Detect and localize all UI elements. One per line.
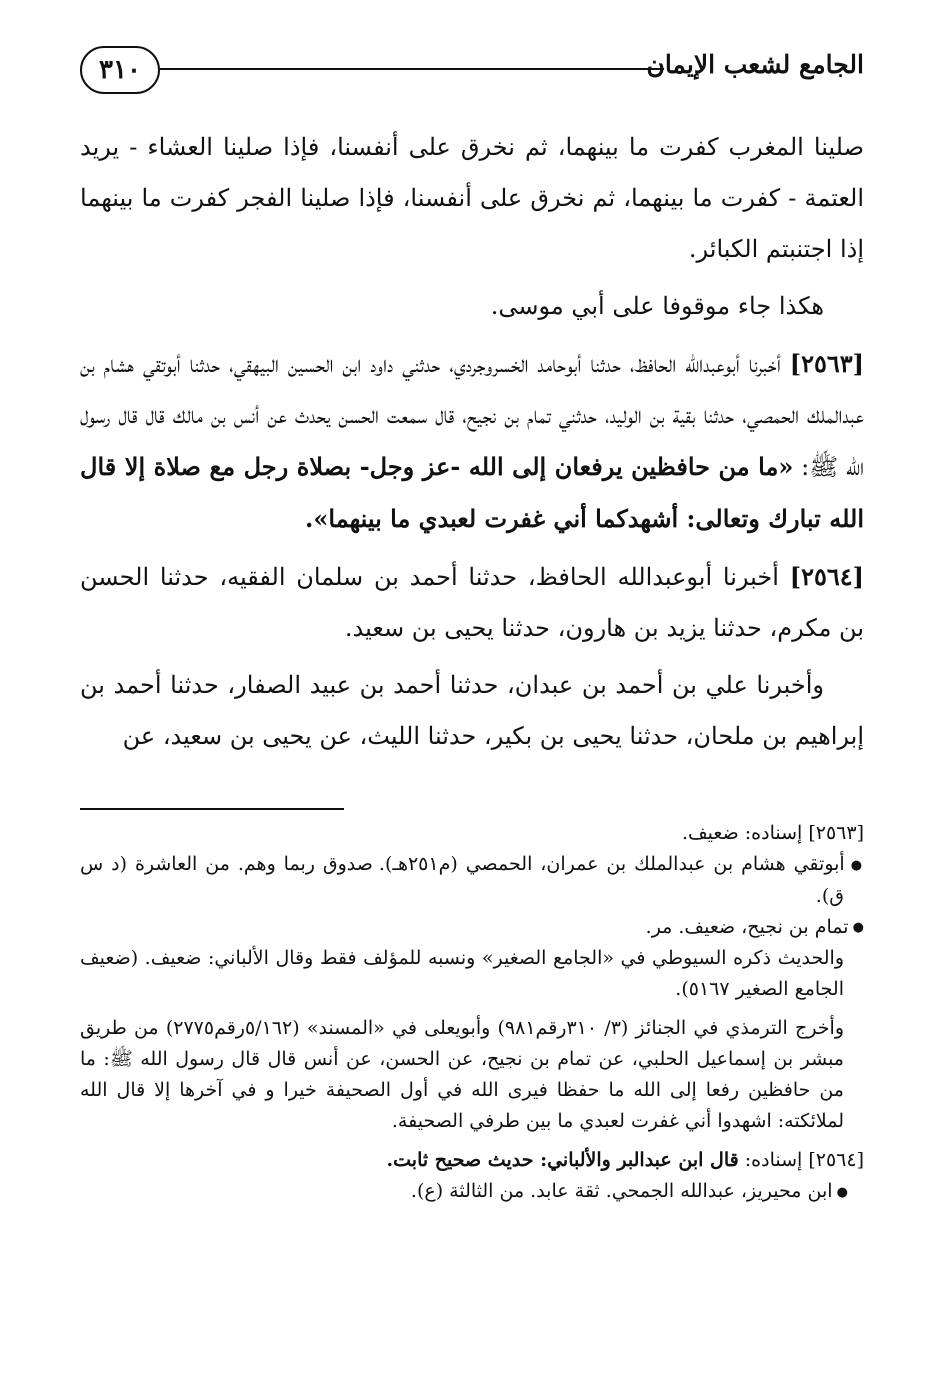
- book-title: الجامع لشعب الإيمان: [646, 50, 864, 79]
- hadith-number: [٢٥٦٣]: [789, 349, 864, 378]
- footnote-paragraph: والحديث ذكره السيوطي في «الجامع الصغير» ونسبه للمؤلف فقط وقال الألباني: ضعيف. (ضعيف الجامع الصغير ٥١٦٧).: [80, 947, 844, 1000]
- hadith-isnad: أخبرنا أبوعبدالله الحافظ، حدثنا أبوحامد الخسروجردي، حدثني داود ابن الحسين البيهقي، حدثنا أبوتقي هشام بن عبدالملك الحمصي، حدثنا بقية بن الوليد، حدثني تمام بن نجيح، قال سمعت الحسن يحدث عن أنس بن مالك قال قال رسول الله ﷺ:: [80, 350, 864, 481]
- hadith-2563: [80, 338, 864, 545]
- hadith-matn: «ما من حافظين يرفعان إلى الله -عز وجل- بصلاة رجل مع صلاة إلا قال الله تبارك وتعالى: أشهدكما أني غفرت لعبدي ما بينهما».: [80, 452, 864, 533]
- footnote-bullet: ● تمام بن نجيح، ضعيف. مر.: [80, 912, 864, 944]
- paragraph-isnad-continued: وأخبرنا علي بن أحمد بن عبدان، حدثنا أحمد بن عبيد الصفار، حدثنا أحمد بن إبراهيم بن ملحان، حدثنا يحيى بن بكير، حدثنا الليث، عن يحيى بن سعيد، عن: [80, 671, 864, 750]
- footnote-bullet: ● أبوتقي هشام بن عبدالملك بن عمران، الحمصي (م٢٥١هـ). صدوق ربما وهم. من العاشرة (د س ق).: [80, 849, 864, 912]
- page-number: ٣١٠: [80, 46, 160, 94]
- hadith-isnad: أخبرنا أبوعبدالله الحافظ، حدثنا أحمد بن سلمان الفقيه، حدثنا الحسن بن مكرم، حدثنا يزيد بن هارون، حدثنا يحيى بن سعيد.: [80, 563, 864, 642]
- paragraph-continuation: صلينا المغرب كفرت ما بينهما، ثم نخرق على أنفسنا، فإذا صلينا العشاء - يريد العتمة - كفرت ما بينهما، ثم نخرق على أنفسنا، فإذا صلينا الفجر كفرت ما بينهما إذا اجتنبتم الكبائر.: [80, 133, 864, 263]
- header-rule: [160, 68, 664, 70]
- paragraph-note: هكذا جاء موقوفا على أبي موسى.: [490, 292, 824, 320]
- footnote-2564-label: [80, 1145, 864, 1176]
- hadith-2564: [80, 551, 864, 654]
- footnote-bullet: ● ابن محيريز، عبدالله الجمحي. ثقة عابد. من الثالثة (ع).: [80, 1176, 864, 1208]
- footnote-divider: [80, 808, 344, 810]
- page-header: [80, 44, 864, 102]
- main-text: [80, 122, 864, 768]
- footnotes: [80, 818, 864, 1208]
- footnote-2563-label: [٢٥٦٣] إسناده: ضعيف.: [681, 822, 864, 844]
- footnote-grading: قال ابن عبدالبر والألباني: حديث صحيح ثابت.: [386, 1149, 739, 1171]
- footnote-label: [٢٥٦٤] إسناده:: [744, 1149, 864, 1171]
- footnote-paragraph: وأخرج الترمذي في الجنائز (٣/ ٣١٠رقم٩٨١) وأبويعلى في «المسند» (٥/١٦٢رقم٢٧٧٥) من طريق مبشر بن إسماعيل الحلبي، عن تمام بن نجيح، عن الحسن، عن أنس قال قال رسول الله ﷺ: ما من حافظين رفعا إلى الله ما حفظا فيرى الله في أول الصحيفة خيرا و في آخرها إلا قال الله لملائكته: اشهدوا أني غفرت لعبدي ما بين طرفي الصحيفة.: [80, 1017, 845, 1132]
- hadith-number: [٢٥٦٤]: [789, 562, 864, 591]
